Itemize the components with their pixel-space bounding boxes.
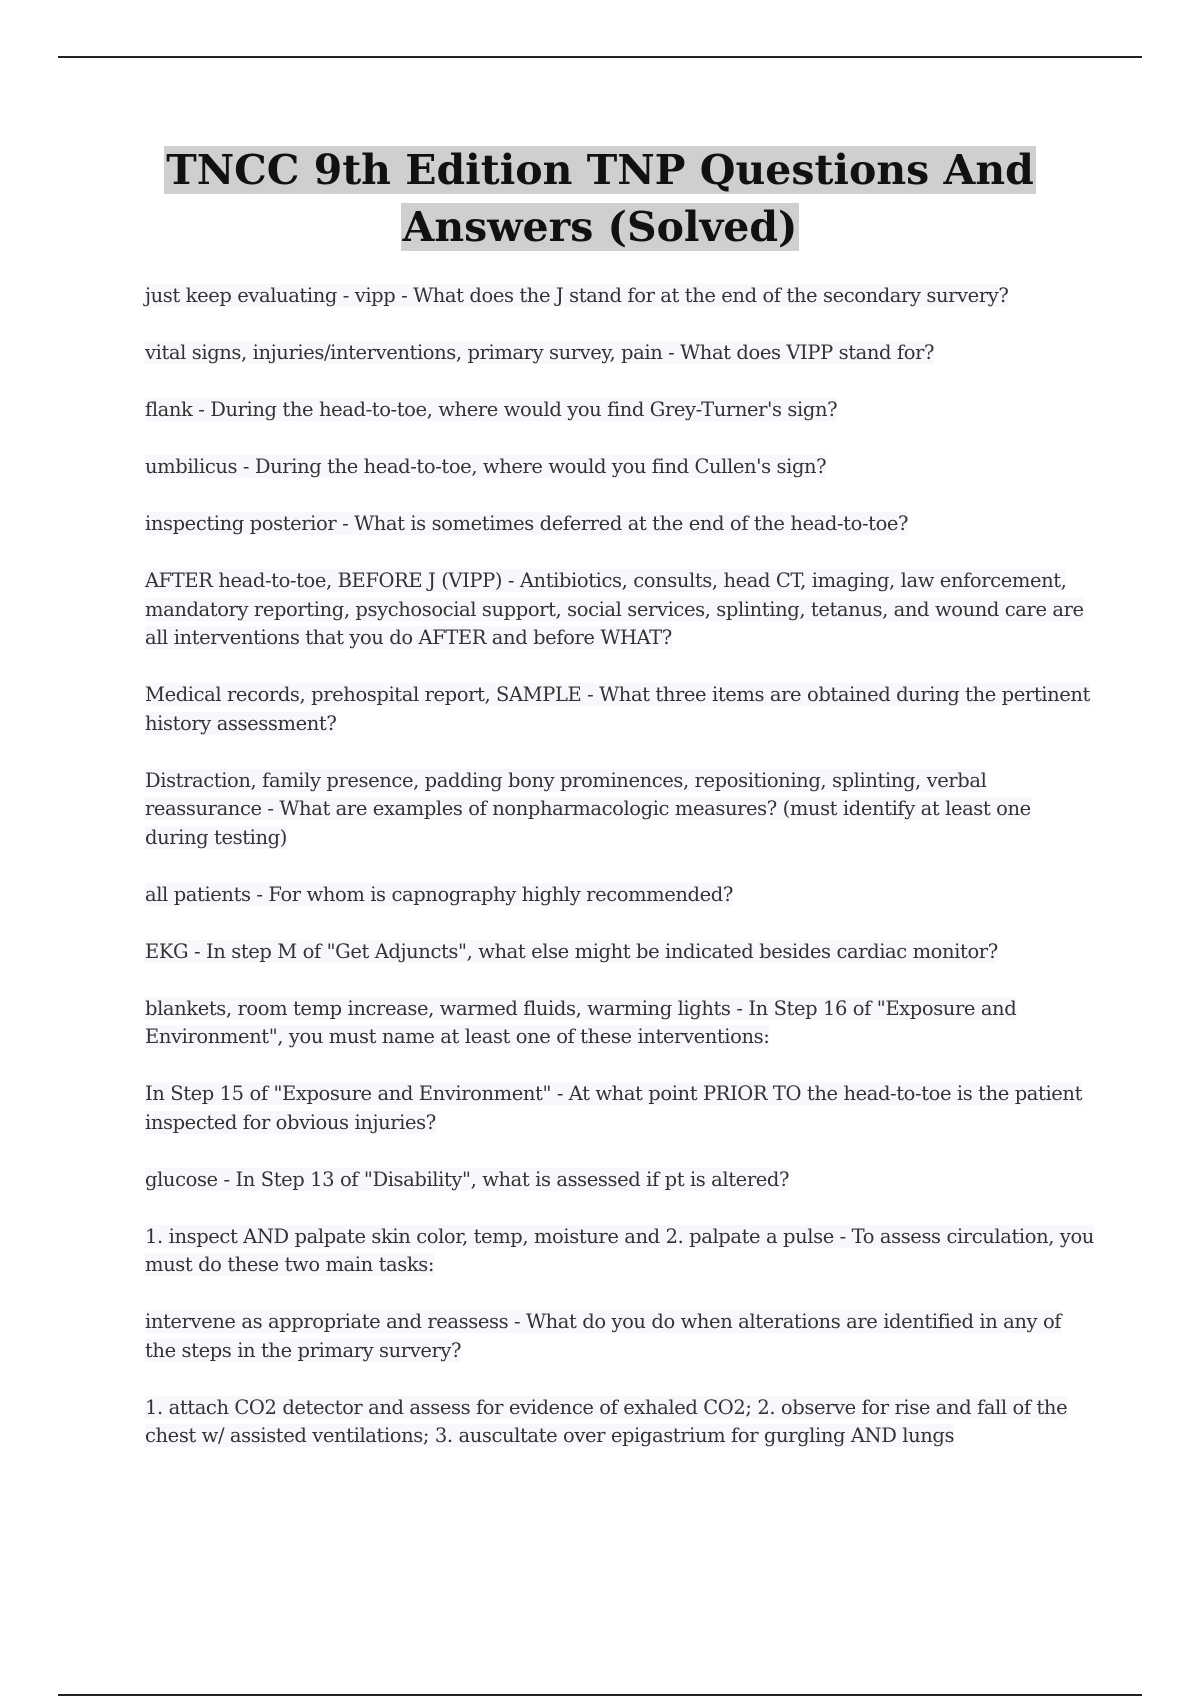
top-rule — [58, 56, 1142, 58]
qa-text: just keep evaluating - vipp - What does the J stand for at the end of the secondary survery? — [145, 284, 1009, 307]
qa-item — [145, 938, 1095, 967]
qa-item — [145, 510, 1095, 539]
qa-list — [145, 282, 1095, 1479]
qa-item — [145, 1308, 1095, 1365]
bottom-rule — [58, 1694, 1142, 1696]
qa-item — [145, 995, 1095, 1052]
qa-text: glucose - In Step 13 of "Disability", what is assessed if pt is altered? — [145, 1167, 790, 1191]
qa-item — [145, 1166, 1095, 1195]
qa-text: all patients - For whom is capnography highly recommended? — [145, 882, 733, 906]
qa-text: Distraction, family presence, padding bony prominences, repositioning, splinting, verbal reassurance - What are examples of nonpharmacologic measures? (must identify at least one during testing) — [145, 768, 1031, 849]
qa-item — [145, 567, 1095, 653]
qa-item — [145, 339, 1095, 368]
qa-item — [145, 282, 1095, 311]
qa-text: EKG - In step M of "Get Adjuncts", what else might be indicated besides cardiac monitor? — [145, 939, 998, 963]
qa-text: AFTER head-to-toe, BEFORE J (VIPP) - Antibiotics, consults, head CT, imaging, law enforcement, mandatory reporting, psychosocial support, social services, splinting, tetanus, and wound care are all interventions that you do AFTER and before WHAT? — [145, 569, 1084, 649]
qa-item — [145, 767, 1095, 853]
title-line-1: TNCC 9th Edition TNP Questions And — [166, 146, 1034, 194]
qa-text: In Step 15 of "Exposure and Environment" - At what point PRIOR TO the head-to-toe is the patient inspected for obvious injuries? — [145, 1082, 1083, 1134]
qa-item — [145, 681, 1095, 738]
qa-text: blankets, room temp increase, warmed fluids, warming lights - In Step 16 of "Exposure and Environment", you must name at least one of these interventions: — [145, 996, 1017, 1048]
qa-item — [145, 1080, 1095, 1137]
qa-text: Medical records, prehospital report, SAMPLE - What three items are obtained during the pertinent history assessment? — [145, 683, 1090, 735]
qa-item — [145, 881, 1095, 910]
qa-item — [145, 1223, 1095, 1280]
qa-text: flank - During the head-to-toe, where would you find Grey-Turner's sign? — [145, 398, 838, 421]
qa-text: 1. inspect AND palpate skin color, temp, moisture and 2. palpate a pulse - To assess circulation, you must do these two main tasks: — [145, 1224, 1094, 1276]
qa-text: umbilicus - During the head-to-toe, where would you find Cullen's sign? — [145, 455, 827, 478]
qa-item — [145, 396, 1095, 425]
qa-text: 1. attach CO2 detector and assess for evidence of exhaled CO2; 2. observe for rise and fall of the chest w/ assisted ventilations; 3. auscultate over epigastrium for gurgling AND lungs — [145, 1395, 1068, 1447]
qa-text: intervene as appropriate and reassess - What do you do when alterations are identified in any of the steps in the primary survery? — [145, 1310, 1062, 1362]
qa-text: vital signs, injuries/interventions, primary survey, pain - What does VIPP stand for? — [145, 341, 935, 364]
title-line-2: Answers (Solved) — [402, 203, 798, 251]
qa-item — [145, 453, 1095, 482]
document-title — [100, 142, 1100, 256]
qa-item — [145, 1394, 1095, 1451]
qa-text: inspecting posterior - What is sometimes deferred at the end of the head-to-toe? — [145, 512, 909, 535]
